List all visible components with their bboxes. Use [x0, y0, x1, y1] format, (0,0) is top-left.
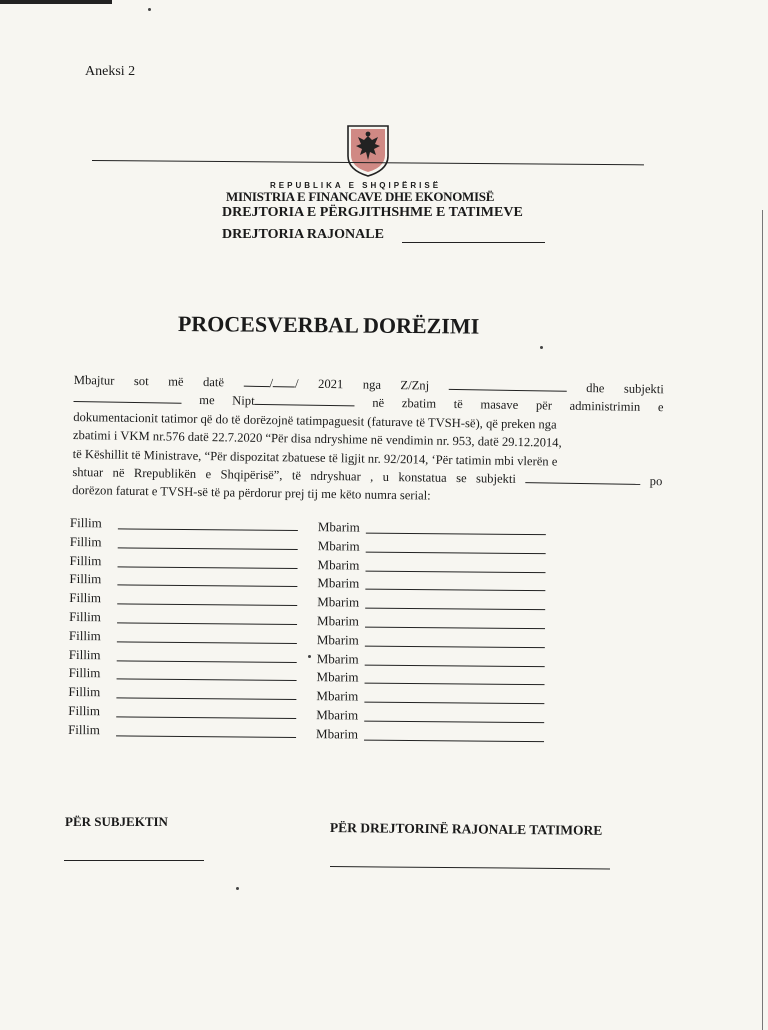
- start-serial-blank[interactable]: [118, 547, 298, 550]
- start-serial-blank[interactable]: [116, 735, 296, 738]
- end-label: Mbarim: [317, 556, 360, 573]
- paragraph-text: /: [269, 376, 274, 391]
- document-title: PROCESVERBAL DORËZIMI: [177, 311, 480, 339]
- directorate-signature-label: PËR DREJTORINË RAJONALE TATIMORE: [329, 820, 603, 838]
- directorate-regional-label: DREJTORIA RAJONALE: [222, 227, 384, 242]
- subject-signature-line[interactable]: [64, 860, 204, 861]
- ministry-label: MINISTRIA E FINANCAVE DHE EKONOMISË: [226, 189, 495, 204]
- paragraph-text: / 2021 nga Z/Znj: [294, 376, 430, 393]
- directorate-regional-blank[interactable]: [402, 242, 545, 243]
- subject-name-blank[interactable]: [74, 390, 182, 404]
- paragraph-text: në zbatim të masave për administrimin e: [372, 396, 664, 415]
- directorate-signature-line[interactable]: [330, 866, 610, 869]
- end-label: Mbarim: [317, 594, 360, 610]
- paragraph-text: Mbajtur sot më datë: [73, 372, 225, 390]
- end-label: Mbarim: [316, 669, 359, 685]
- scan-speck: [148, 8, 151, 11]
- start-serial-blank[interactable]: [117, 679, 297, 682]
- start-label: Fillim: [68, 702, 101, 719]
- start-label: Fillim: [69, 608, 101, 625]
- scan-edge-line: [0, 0, 112, 4]
- end-label: Mbarim: [317, 537, 360, 554]
- paragraph-line-5: të Këshillit të Ministrave, “Për dispozitat zbatuese të ligjit nr. 92/2014, ‘Për tatimin mbi vlerën e: [72, 446, 558, 469]
- nipt-blank[interactable]: [255, 393, 355, 407]
- day-blank[interactable]: [244, 375, 270, 387]
- scan-edge-line: [762, 210, 763, 1030]
- coat-of-arms-icon: [344, 122, 392, 178]
- start-serial-blank[interactable]: [116, 716, 296, 719]
- start-label: Fillim: [68, 721, 100, 738]
- start-label: Fillim: [68, 684, 101, 700]
- end-label: Mbarim: [316, 631, 359, 648]
- directorate-general-label: DREJTORIA E PËRGJITHSHME E TATIMEVE: [222, 205, 523, 220]
- serial-row: [68, 721, 558, 744]
- end-label: Mbarim: [317, 519, 360, 535]
- end-serial-blank[interactable]: [364, 739, 544, 742]
- end-label: Mbarim: [317, 613, 360, 629]
- start-label: Fillim: [68, 646, 101, 662]
- start-serial-blank[interactable]: [117, 604, 297, 607]
- start-serial-blank[interactable]: [118, 528, 298, 531]
- start-serial-blank[interactable]: [117, 622, 297, 625]
- start-label: Fillim: [69, 590, 102, 606]
- paragraph-text: po: [649, 474, 663, 489]
- serial-number-list: [68, 514, 560, 744]
- paragraph-text: dhe subjekti: [586, 381, 664, 397]
- paragraph-line-4: zbatimi i VKM nr.576 datë 22.7.2020 “Për disa ndryshime në vendimin nr. 953, datë 29.12.2014,: [72, 428, 562, 450]
- subject-blank[interactable]: [525, 471, 640, 485]
- start-label: Fillim: [69, 552, 102, 568]
- paragraph-line-7: dorëzon faturat e TVSH-së të pa përdorur prej tij me këto numra serial:: [72, 483, 431, 504]
- paragraph-text: me Nipt: [199, 393, 255, 409]
- start-serial-blank[interactable]: [117, 641, 297, 644]
- start-label: Fillim: [69, 571, 102, 587]
- start-label: Fillim: [68, 665, 101, 681]
- end-label: Mbarim: [316, 688, 359, 704]
- start-label: Fillim: [69, 533, 102, 550]
- scan-speck: [236, 887, 239, 890]
- republic-label: REPUBLIKA E SHQIPËRISË: [270, 181, 442, 190]
- end-label: Mbarim: [316, 707, 359, 723]
- start-label: Fillim: [69, 514, 102, 531]
- month-blank[interactable]: [273, 375, 295, 387]
- start-label: Fillim: [68, 627, 101, 644]
- paragraph-line-3: dokumentacionit tatimor që do të dorëzojnë tatimpaguesit (faturave të TVSH-së), që preken nga: [73, 409, 557, 432]
- scan-speck: [540, 346, 543, 349]
- body-paragraph: [72, 371, 664, 509]
- end-label: Mbarim: [316, 650, 359, 667]
- start-serial-blank[interactable]: [116, 698, 296, 701]
- subject-signature-label: PËR SUBJEKTIN: [65, 814, 168, 829]
- start-serial-blank[interactable]: [117, 585, 297, 588]
- start-serial-blank[interactable]: [117, 660, 297, 663]
- annex-label: Aneksi 2: [85, 64, 136, 79]
- person-name-blank[interactable]: [449, 378, 567, 392]
- scan-speck: [308, 655, 311, 658]
- paragraph-text: shtuar në Rrepublikën e Shqipërisë”, të ndryshuar , u konstatua se subjekti: [72, 465, 517, 486]
- end-label: Mbarim: [317, 575, 360, 591]
- end-label: Mbarim: [316, 725, 359, 742]
- start-serial-blank[interactable]: [118, 566, 298, 569]
